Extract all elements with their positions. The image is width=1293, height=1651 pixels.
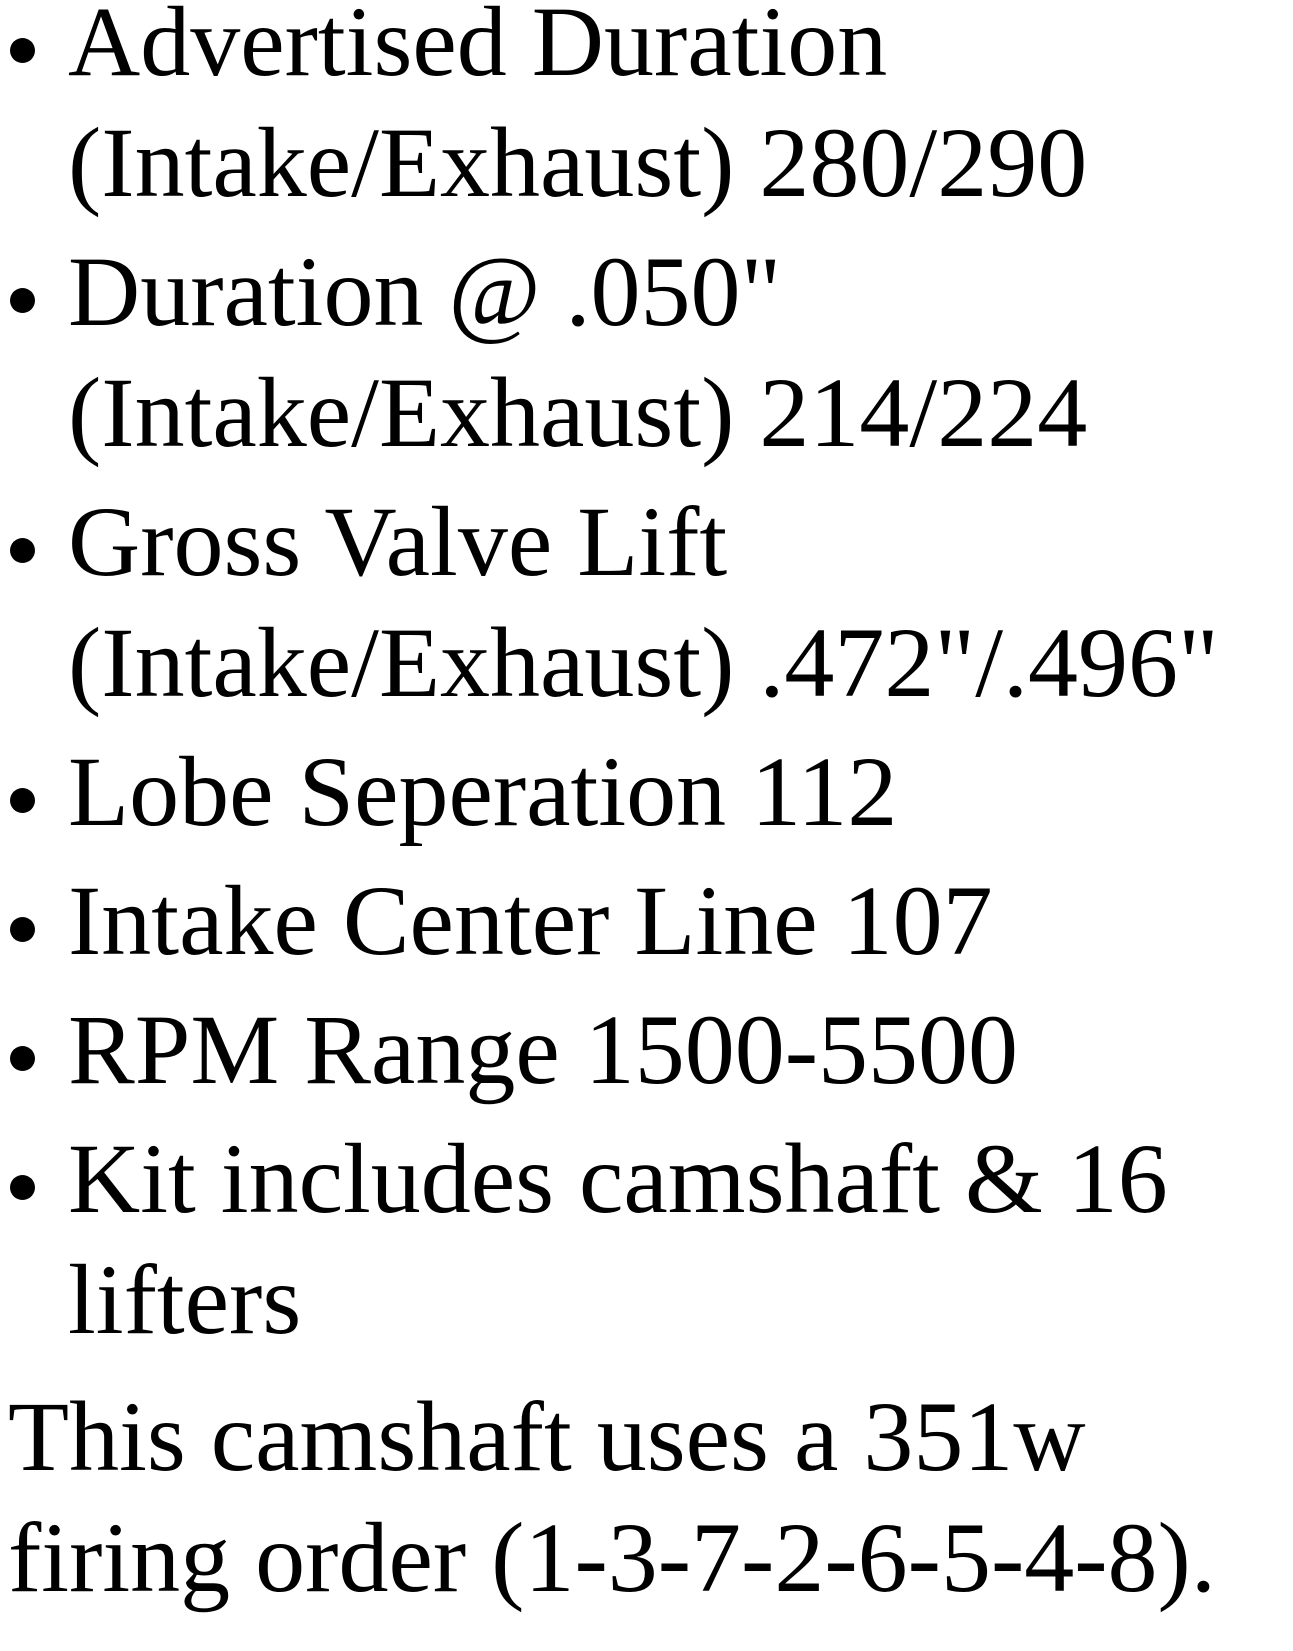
cam-specs-list <box>8 0 1285 1360</box>
firing-order-note: This camshaft uses a 351w firing order (1-3-7-2-6-5-4-8). <box>8 1381 1216 1613</box>
bullet-icon <box>10 38 35 63</box>
spec-kit-contents <box>68 1118 1273 1360</box>
spec-text: Intake Center Line 107 <box>68 865 993 976</box>
spec-text: Duration @ .050" (Intake/Exhaust) 214/224 <box>68 236 1088 468</box>
spec-lobe-separation <box>68 731 1273 852</box>
spec-text: RPM Range 1500-5500 <box>68 994 1018 1105</box>
spec-text: Kit includes camshaft & 16 lifters <box>68 1123 1168 1355</box>
bullet-icon <box>10 538 35 563</box>
spec-text: Gross Valve Lift (Intake/Exhaust) .472"/.496" <box>68 486 1219 718</box>
bullet-icon <box>10 788 35 813</box>
spec-intake-center-line <box>68 860 1273 981</box>
spec-rpm-range <box>68 989 1273 1110</box>
spec-duration-at-050 <box>68 231 1273 473</box>
spec-advertised-duration <box>68 0 1273 223</box>
bullet-icon <box>10 1046 35 1071</box>
bullet-icon <box>10 1175 35 1200</box>
bullet-icon <box>10 288 35 313</box>
spec-gross-valve-lift <box>68 481 1273 723</box>
bullet-icon <box>10 917 35 942</box>
spec-text: Advertised Duration (Intake/Exhaust) 280/290 <box>68 0 1088 218</box>
spec-text: Lobe Seperation 112 <box>68 736 898 847</box>
